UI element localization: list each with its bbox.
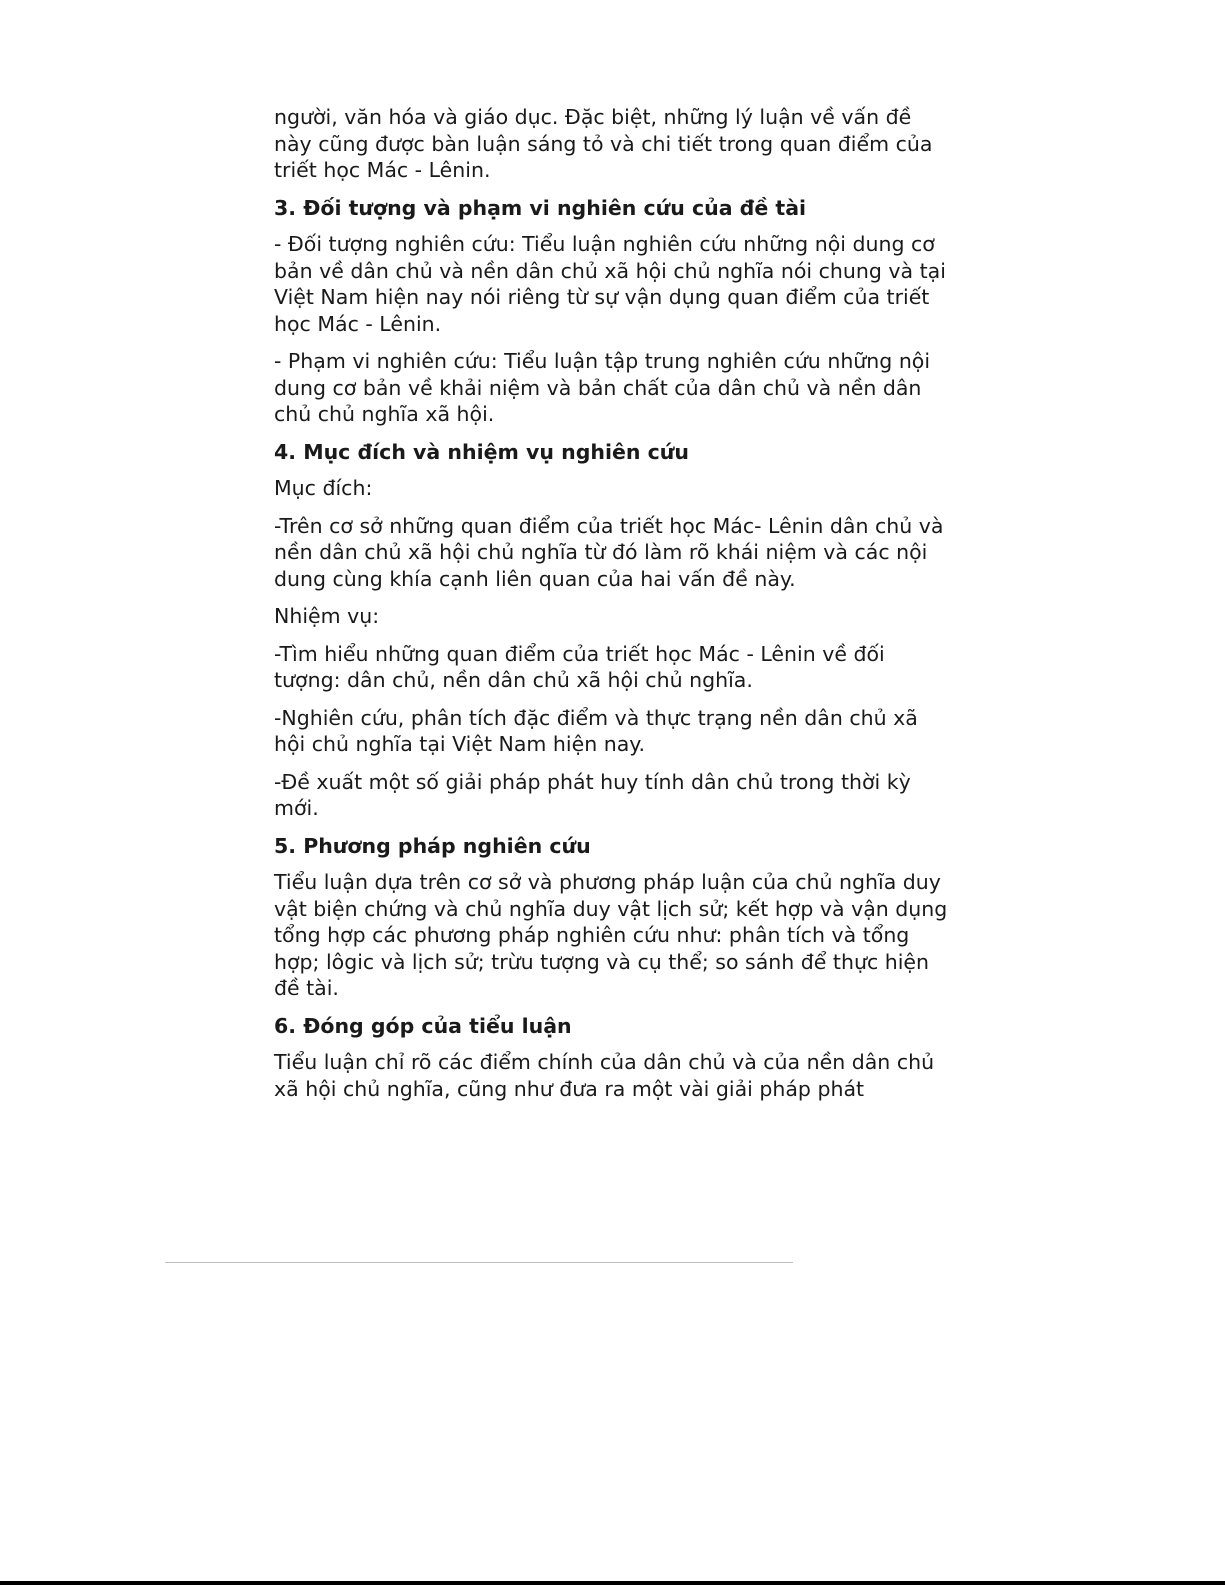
- paragraph-purpose: -Trên cơ sở những quan điểm của triết học Mác- Lênin dân chủ và nền dân chủ xã hội chủ nghĩa từ đó làm rõ khái niệm và các nội dung cùng khía cạnh liên quan của hai vấn đề này.: [274, 513, 944, 591]
- heading-section-3: 3. Đối tượng và phạm vi nghiên cứu của đề tài: [274, 195, 807, 220]
- document-body: [274, 104, 954, 1113]
- paragraph-research-scope: - Phạm vi nghiên cứu: Tiểu luận tập trung nghiên cứu những nội dung cơ bản về khải niệm và bản chất của dân chủ và nền dân chủ chủ nghĩa xã hội.: [274, 349, 931, 426]
- paragraph-contribution: Tiểu luận chỉ rõ các điểm chính của dân chủ và của nền dân chủ xã hội chủ nghĩa, cũng như đưa ra một vài giải pháp phát: [274, 1050, 935, 1101]
- page-bottom-edge: [0, 1581, 1225, 1585]
- heading-section-5: 5. Phương pháp nghiên cứu: [274, 833, 591, 858]
- paragraph-purpose-label: Mục đích:: [274, 476, 373, 500]
- paragraph-methods: Tiểu luận dựa trên cơ sở và phương pháp luận của chủ nghĩa duy vật biện chứng và chủ nghĩa duy vật lịch sử; kết hợp và vận dụng tổng hợp các phương pháp nghiên cứu như: phân tích và tổng hợp; lôgic và lịch sử; trừu tượng và cụ thể; so sánh để thực hiện đề tài.: [274, 870, 948, 1000]
- heading-section-6: 6. Đóng góp của tiểu luận: [274, 1013, 572, 1038]
- paragraph-task-2: -Nghiên cứu, phân tích đặc điểm và thực trạng nền dân chủ xã hội chủ nghĩa tại Việt Nam hiện nay.: [274, 705, 918, 756]
- paragraph-research-object: - Đối tượng nghiên cứu: Tiểu luận nghiên cứu những nội dung cơ bản về dân chủ và nền dân chủ xã hội chủ nghĩa nói chung và tại Việt Nam hiện nay nói riêng từ sự vận dụng quan điểm của triết học Mác - Lênin.: [274, 232, 946, 336]
- paragraph-tasks-label: Nhiệm vụ:: [274, 604, 380, 628]
- paragraph-intro-continuation: người, văn hóa và giáo dục. Đặc biệt, những lý luận về vấn đề này cũng được bàn luận sáng tỏ và chi tiết trong quan điểm của triết học Mác - Lênin.: [274, 105, 933, 182]
- heading-section-4: 4. Mục đích và nhiệm vụ nghiên cứu: [274, 439, 689, 464]
- paragraph-task-1: -Tìm hiểu những quan điểm của triết học Mác - Lênin về đối tượng: dân chủ, nền dân chủ xã hội chủ nghĩa.: [274, 641, 885, 692]
- footer-divider: [165, 1262, 793, 1263]
- paragraph-task-3: -Đề xuất một số giải pháp phát huy tính dân chủ trong thời kỳ mới.: [274, 769, 911, 820]
